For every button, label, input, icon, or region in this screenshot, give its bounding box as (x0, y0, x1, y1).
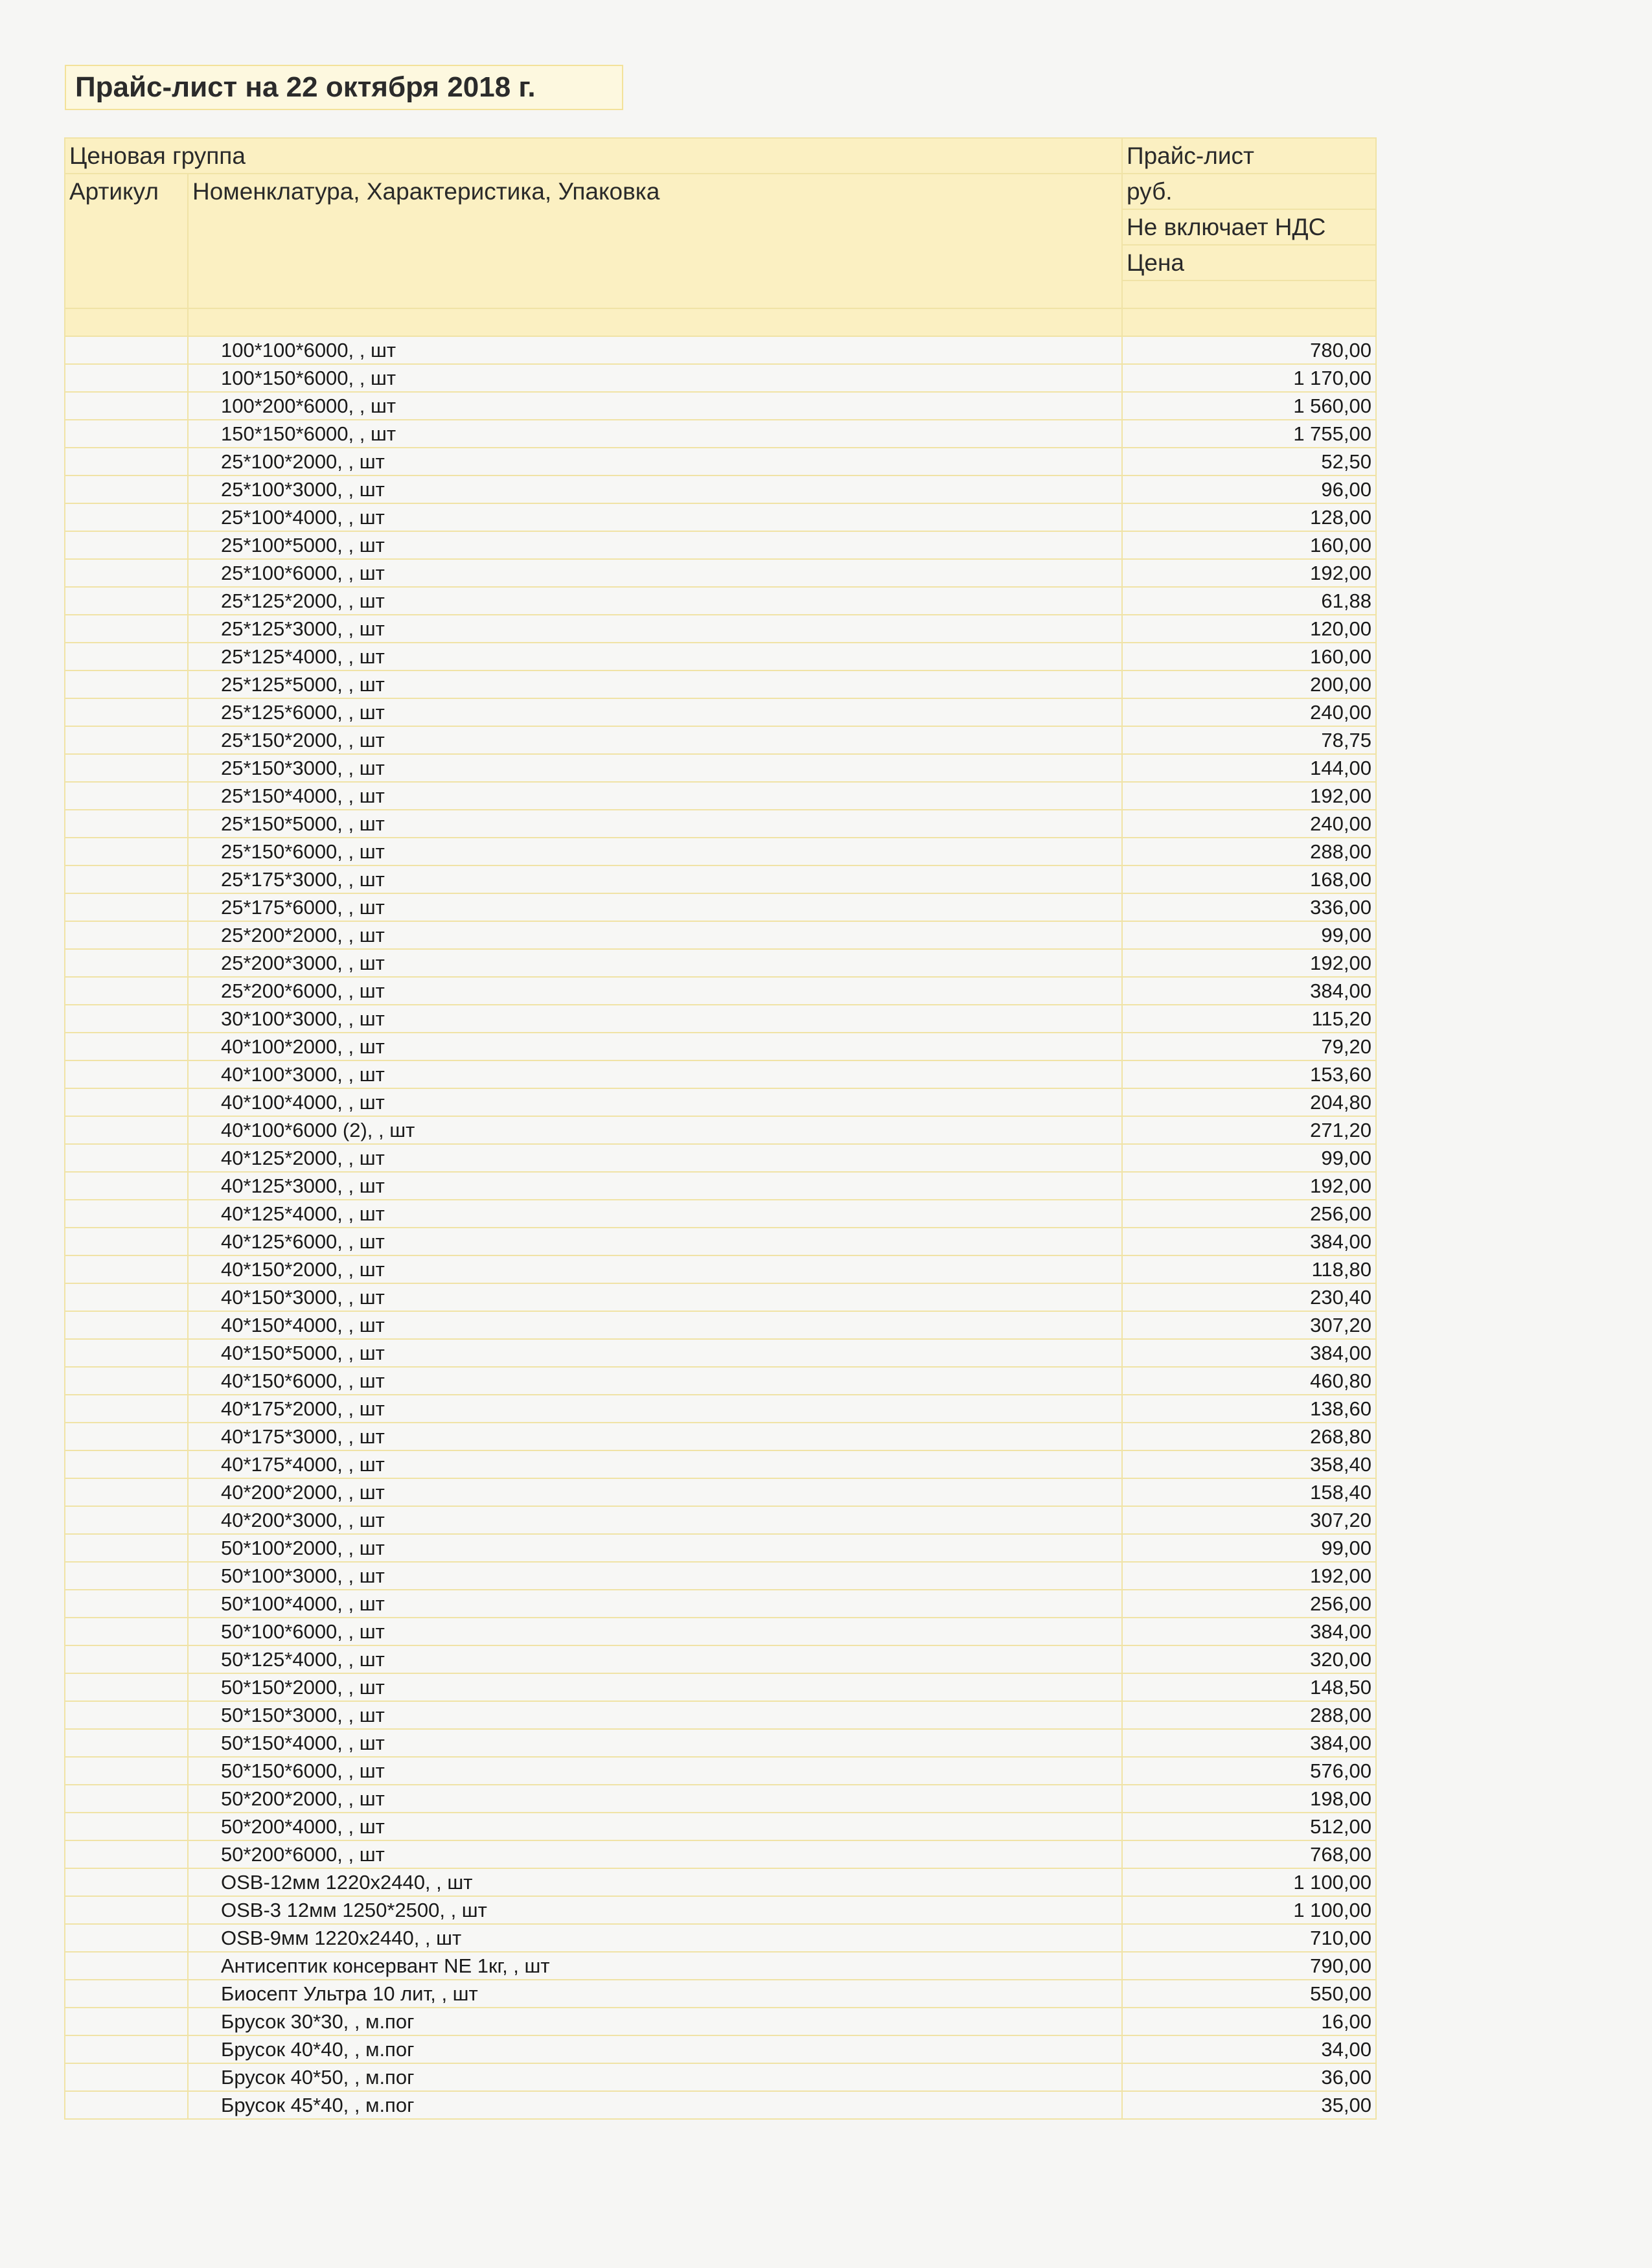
nomenclature-cell: 30*100*3000, , шт (188, 1005, 1122, 1033)
price-cell: 1 755,00 (1122, 420, 1376, 448)
spacer-cell (1122, 308, 1376, 336)
price-cell: 384,00 (1122, 1729, 1376, 1757)
price-cell: 307,20 (1122, 1506, 1376, 1534)
article-cell (65, 531, 188, 559)
price-cell: 79,20 (1122, 1033, 1376, 1060)
nomenclature-cell: Брусок 30*30, , м.пог (188, 2008, 1122, 2035)
table-row (65, 1757, 1376, 1785)
article-cell (65, 670, 188, 698)
nomenclature-cell: 25*125*5000, , шт (188, 670, 1122, 698)
table-row (65, 698, 1376, 726)
nomenclature-cell: 40*200*3000, , шт (188, 1506, 1122, 1534)
table-row (65, 643, 1376, 670)
price-cell: 96,00 (1122, 475, 1376, 503)
table-row (65, 1255, 1376, 1283)
article-cell (65, 1423, 188, 1450)
article-cell (65, 392, 188, 420)
table-row (65, 1060, 1376, 1088)
price-cell: 1 100,00 (1122, 1896, 1376, 1924)
price-cell: 288,00 (1122, 838, 1376, 865)
article-cell (65, 1144, 188, 1172)
nomenclature-cell: 40*125*2000, , шт (188, 1144, 1122, 1172)
article-cell (65, 698, 188, 726)
article-cell (65, 1255, 188, 1283)
nomenclature-cell: 40*100*2000, , шт (188, 1033, 1122, 1060)
nomenclature-cell: 40*125*6000, , шт (188, 1228, 1122, 1255)
price-table (64, 137, 1377, 2120)
article-cell (65, 1757, 188, 1785)
nomenclature-cell: 25*150*6000, , шт (188, 838, 1122, 865)
table-row (65, 392, 1376, 420)
article-cell (65, 1701, 188, 1729)
table-row (65, 1562, 1376, 1590)
article-cell (65, 1562, 188, 1590)
table-row (65, 1673, 1376, 1701)
article-cell (65, 1868, 188, 1896)
table-row (65, 921, 1376, 949)
table-row (65, 1729, 1376, 1757)
price-cell: 384,00 (1122, 1618, 1376, 1645)
table-row (65, 1423, 1376, 1450)
price-cell: 336,00 (1122, 893, 1376, 921)
article-cell (65, 503, 188, 531)
price-cell: 168,00 (1122, 865, 1376, 893)
nomenclature-cell: 25*125*6000, , шт (188, 698, 1122, 726)
table-row (65, 2035, 1376, 2063)
price-group-header: Ценовая группа (65, 138, 1122, 174)
nomenclature-cell: 50*100*4000, , шт (188, 1590, 1122, 1618)
article-cell (65, 364, 188, 392)
nomenclature-cell: 25*125*3000, , шт (188, 615, 1122, 643)
article-cell (65, 2063, 188, 2091)
article-cell (65, 475, 188, 503)
nomenclature-cell: 25*100*2000, , шт (188, 448, 1122, 475)
table-row (65, 1367, 1376, 1395)
price-cell: 384,00 (1122, 1339, 1376, 1367)
table-row (65, 1618, 1376, 1645)
price-cell: 230,40 (1122, 1283, 1376, 1311)
nomenclature-cell: 40*125*4000, , шт (188, 1200, 1122, 1228)
nomenclature-cell: 25*200*3000, , шт (188, 949, 1122, 977)
article-cell (65, 838, 188, 865)
price-cell: 320,00 (1122, 1645, 1376, 1673)
article-cell (65, 1729, 188, 1757)
price-cell: 256,00 (1122, 1590, 1376, 1618)
price-cell: 192,00 (1122, 1562, 1376, 1590)
article-cell (65, 1311, 188, 1339)
nomenclature-cell: 40*150*4000, , шт (188, 1311, 1122, 1339)
article-cell (65, 1478, 188, 1506)
article-cell (65, 643, 188, 670)
article-cell (65, 1980, 188, 2008)
nomenclature-cell: 40*175*3000, , шт (188, 1423, 1122, 1450)
price-cell: 1 100,00 (1122, 1868, 1376, 1896)
article-cell (65, 1645, 188, 1673)
table-row (65, 559, 1376, 587)
table-row (65, 838, 1376, 865)
price-cell: 138,60 (1122, 1395, 1376, 1423)
article-cell (65, 1924, 188, 1952)
price-cell: 271,20 (1122, 1116, 1376, 1144)
nomenclature-cell: 25*150*3000, , шт (188, 754, 1122, 782)
price-cell: 576,00 (1122, 1757, 1376, 1785)
table-row (65, 1172, 1376, 1200)
article-cell (65, 587, 188, 615)
price-cell: 160,00 (1122, 531, 1376, 559)
table-row (65, 1283, 1376, 1311)
price-cell: 1 560,00 (1122, 392, 1376, 420)
table-row (65, 1200, 1376, 1228)
price-cell: 198,00 (1122, 1785, 1376, 1813)
table-row (65, 1785, 1376, 1813)
table-row (65, 810, 1376, 838)
article-cell (65, 1785, 188, 1813)
price-cell: 240,00 (1122, 698, 1376, 726)
price-cell: 384,00 (1122, 977, 1376, 1005)
table-row (65, 1701, 1376, 1729)
article-cell (65, 1590, 188, 1618)
table-row (65, 336, 1376, 364)
nomenclature-cell: 25*200*2000, , шт (188, 921, 1122, 949)
price-cell: 192,00 (1122, 782, 1376, 810)
table-row (65, 754, 1376, 782)
article-cell (65, 726, 188, 754)
header-row-group (65, 138, 1376, 174)
nomenclature-cell: 50*150*4000, , шт (188, 1729, 1122, 1757)
article-cell (65, 1116, 188, 1144)
price-cell: 99,00 (1122, 1144, 1376, 1172)
table-row (65, 1478, 1376, 1506)
article-cell (65, 2035, 188, 2063)
nomenclature-cell: 25*100*6000, , шт (188, 559, 1122, 587)
spacer-cell (65, 308, 188, 336)
article-cell (65, 1339, 188, 1367)
nomenclature-cell: 25*200*6000, , шт (188, 977, 1122, 1005)
nomenclature-cell: 100*100*6000, , шт (188, 336, 1122, 364)
nomenclature-cell: Антисептик консервант NE 1кг, , шт (188, 1952, 1122, 1980)
price-cell: 200,00 (1122, 670, 1376, 698)
nomenclature-cell: 40*175*4000, , шт (188, 1450, 1122, 1478)
article-cell (65, 1088, 188, 1116)
table-row (65, 1590, 1376, 1618)
price-cell: 240,00 (1122, 810, 1376, 838)
price-cell: 192,00 (1122, 559, 1376, 587)
article-cell (65, 893, 188, 921)
price-cell: 118,80 (1122, 1255, 1376, 1283)
nomenclature-cell: 40*150*2000, , шт (188, 1255, 1122, 1283)
table-row (65, 364, 1376, 392)
price-cell: 204,80 (1122, 1088, 1376, 1116)
table-row (65, 1228, 1376, 1255)
article-cell (65, 810, 188, 838)
article-cell (65, 1840, 188, 1868)
article-cell (65, 1395, 188, 1423)
price-cell: 128,00 (1122, 503, 1376, 531)
article-cell (65, 1896, 188, 1924)
table-row (65, 1645, 1376, 1673)
price-cell: 550,00 (1122, 1980, 1376, 2008)
table-row (65, 893, 1376, 921)
nomenclature-cell: 40*150*6000, , шт (188, 1367, 1122, 1395)
nomenclature-cell: 25*175*3000, , шт (188, 865, 1122, 893)
nomenclature-header: Номенклатура, Характеристика, Упаковка (188, 174, 1122, 308)
article-cell (65, 336, 188, 364)
article-cell (65, 754, 188, 782)
price-cell: 192,00 (1122, 1172, 1376, 1200)
nomenclature-cell: 50*150*6000, , шт (188, 1757, 1122, 1785)
nomenclature-cell: Биосепт Ультра 10 лит, , шт (188, 1980, 1122, 2008)
table-row (65, 2063, 1376, 2091)
nomenclature-cell: 25*150*5000, , шт (188, 810, 1122, 838)
nomenclature-cell: 50*150*2000, , шт (188, 1673, 1122, 1701)
article-cell (65, 2008, 188, 2035)
nomenclature-cell: 50*100*3000, , шт (188, 1562, 1122, 1590)
table-row (65, 1840, 1376, 1868)
price-cell: 52,50 (1122, 448, 1376, 475)
table-row (65, 670, 1376, 698)
article-cell (65, 1172, 188, 1200)
table-row (65, 1896, 1376, 1924)
table-row (65, 1868, 1376, 1896)
table-row (65, 448, 1376, 475)
article-cell (65, 1618, 188, 1645)
article-cell (65, 1673, 188, 1701)
nomenclature-cell: 40*150*3000, , шт (188, 1283, 1122, 1311)
price-cell: 358,40 (1122, 1450, 1376, 1478)
price-cell: 158,40 (1122, 1478, 1376, 1506)
table-row (65, 1311, 1376, 1339)
price-cell: 99,00 (1122, 1534, 1376, 1562)
nomenclature-cell: Брусок 40*40, , м.пог (188, 2035, 1122, 2063)
table-row (65, 1450, 1376, 1478)
price-cell: 78,75 (1122, 726, 1376, 754)
table-row (65, 615, 1376, 643)
price-header: Цена (1122, 245, 1376, 281)
nomenclature-cell: 50*200*2000, , шт (188, 1785, 1122, 1813)
table-row (65, 1088, 1376, 1116)
currency-header: руб. (1122, 174, 1376, 209)
article-cell (65, 1506, 188, 1534)
price-cell: 99,00 (1122, 921, 1376, 949)
nomenclature-cell: 50*150*3000, , шт (188, 1701, 1122, 1729)
article-header: Артикул (65, 174, 188, 308)
table-row (65, 1952, 1376, 1980)
nomenclature-cell: OSB-9мм 1220х2440, , шт (188, 1924, 1122, 1952)
nomenclature-cell: 150*150*6000, , шт (188, 420, 1122, 448)
nomenclature-cell: OSB-3 12мм 1250*2500, , шт (188, 1896, 1122, 1924)
spacer-row (65, 308, 1376, 336)
header-blank-cell (1122, 281, 1376, 308)
table-row (65, 782, 1376, 810)
article-cell (65, 1952, 188, 1980)
price-cell: 61,88 (1122, 587, 1376, 615)
article-cell (65, 448, 188, 475)
table-row (65, 1116, 1376, 1144)
article-cell (65, 1534, 188, 1562)
header-row-columns (65, 174, 1376, 209)
nomenclature-cell: 50*100*6000, , шт (188, 1618, 1122, 1645)
article-cell (65, 1228, 188, 1255)
page-title: Прайс-лист на 22 октября 2018 г. (65, 65, 623, 110)
table-row (65, 531, 1376, 559)
price-cell: 256,00 (1122, 1200, 1376, 1228)
article-cell (65, 1367, 188, 1395)
nomenclature-cell: 50*125*4000, , шт (188, 1645, 1122, 1673)
price-cell: 790,00 (1122, 1952, 1376, 1980)
price-cell: 120,00 (1122, 615, 1376, 643)
spacer-cell (188, 308, 1122, 336)
table-row (65, 587, 1376, 615)
article-cell (65, 1005, 188, 1033)
price-cell: 16,00 (1122, 2008, 1376, 2035)
nomenclature-cell: 25*150*4000, , шт (188, 782, 1122, 810)
price-cell: 268,80 (1122, 1423, 1376, 1450)
price-cell: 710,00 (1122, 1924, 1376, 1952)
price-cell: 115,20 (1122, 1005, 1376, 1033)
table-row (65, 1005, 1376, 1033)
nomenclature-cell: 40*100*4000, , шт (188, 1088, 1122, 1116)
price-list-header: Прайс-лист (1122, 138, 1376, 174)
nomenclature-cell: 40*125*3000, , шт (188, 1172, 1122, 1200)
nomenclature-cell: 50*200*4000, , шт (188, 1813, 1122, 1840)
table-row (65, 1395, 1376, 1423)
price-cell: 160,00 (1122, 643, 1376, 670)
table-row (65, 1924, 1376, 1952)
price-cell: 768,00 (1122, 1840, 1376, 1868)
nomenclature-cell: 40*100*3000, , шт (188, 1060, 1122, 1088)
table-row (65, 1339, 1376, 1367)
article-cell (65, 420, 188, 448)
table-row (65, 1506, 1376, 1534)
article-cell (65, 1813, 188, 1840)
table-row (65, 1813, 1376, 1840)
nomenclature-cell: 50*100*2000, , шт (188, 1534, 1122, 1562)
nomenclature-cell: 25*150*2000, , шт (188, 726, 1122, 754)
article-cell (65, 1060, 188, 1088)
nomenclature-cell: 25*100*4000, , шт (188, 503, 1122, 531)
table-row (65, 2008, 1376, 2035)
price-cell: 35,00 (1122, 2091, 1376, 2119)
price-cell: 153,60 (1122, 1060, 1376, 1088)
table-row (65, 1033, 1376, 1060)
article-cell (65, 1283, 188, 1311)
price-cell: 36,00 (1122, 2063, 1376, 2091)
article-cell (65, 615, 188, 643)
table-row (65, 2091, 1376, 2119)
table-row (65, 1144, 1376, 1172)
nomenclature-cell: 25*125*4000, , шт (188, 643, 1122, 670)
nomenclature-cell: 50*200*6000, , шт (188, 1840, 1122, 1868)
nomenclature-cell: 25*100*5000, , шт (188, 531, 1122, 559)
article-cell (65, 977, 188, 1005)
price-cell: 192,00 (1122, 949, 1376, 977)
article-cell (65, 1200, 188, 1228)
price-cell: 148,50 (1122, 1673, 1376, 1701)
nomenclature-cell: 25*100*3000, , шт (188, 475, 1122, 503)
article-cell (65, 782, 188, 810)
table-row (65, 949, 1376, 977)
nomenclature-cell: OSB-12мм 1220х2440, , шт (188, 1868, 1122, 1896)
price-cell: 307,20 (1122, 1311, 1376, 1339)
nomenclature-cell: 40*100*6000 (2), , шт (188, 1116, 1122, 1144)
price-cell: 384,00 (1122, 1228, 1376, 1255)
table-row (65, 726, 1376, 754)
nomenclature-cell: 25*125*2000, , шт (188, 587, 1122, 615)
table-row (65, 420, 1376, 448)
nomenclature-cell: 40*150*5000, , шт (188, 1339, 1122, 1367)
table-row (65, 1980, 1376, 2008)
nomenclature-cell: 40*200*2000, , шт (188, 1478, 1122, 1506)
nomenclature-cell: Брусок 45*40, , м.пог (188, 2091, 1122, 2119)
price-cell: 288,00 (1122, 1701, 1376, 1729)
price-cell: 460,80 (1122, 1367, 1376, 1395)
article-cell (65, 921, 188, 949)
article-cell (65, 1033, 188, 1060)
article-cell (65, 865, 188, 893)
nomenclature-cell: 100*150*6000, , шт (188, 364, 1122, 392)
table-row (65, 865, 1376, 893)
price-cell: 512,00 (1122, 1813, 1376, 1840)
price-cell: 1 170,00 (1122, 364, 1376, 392)
price-cell: 144,00 (1122, 754, 1376, 782)
table-row (65, 503, 1376, 531)
price-cell: 34,00 (1122, 2035, 1376, 2063)
nomenclature-cell: Брусок 40*50, , м.пог (188, 2063, 1122, 2091)
article-cell (65, 2091, 188, 2119)
table-row (65, 475, 1376, 503)
article-cell (65, 1450, 188, 1478)
table-row (65, 1534, 1376, 1562)
nomenclature-cell: 25*175*6000, , шт (188, 893, 1122, 921)
article-cell (65, 559, 188, 587)
table-row (65, 977, 1376, 1005)
nomenclature-cell: 100*200*6000, , шт (188, 392, 1122, 420)
vat-note-header: Не включает НДС (1122, 209, 1376, 245)
nomenclature-cell: 40*175*2000, , шт (188, 1395, 1122, 1423)
price-cell: 780,00 (1122, 336, 1376, 364)
article-cell (65, 949, 188, 977)
